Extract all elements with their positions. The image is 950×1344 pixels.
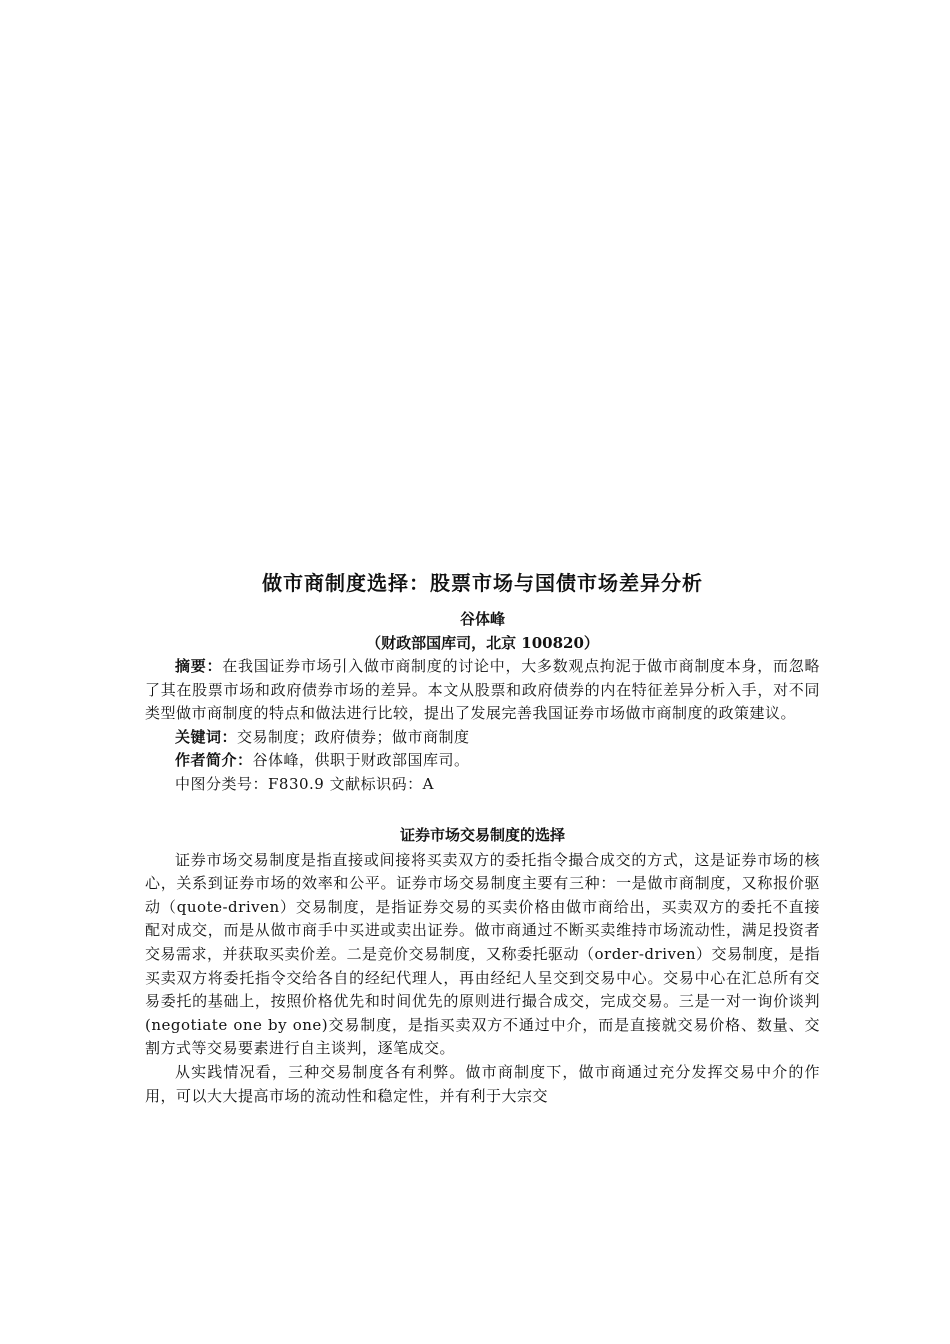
section-heading: 证券市场交易制度的选择 xyxy=(399,825,565,844)
paper-page xyxy=(145,567,820,1108)
author-bio-text: 谷体峰，供职于财政部国库司。 xyxy=(252,751,470,770)
keywords xyxy=(145,726,820,750)
abstract-label: 摘要： xyxy=(175,657,223,675)
author-bio-label: 作者简介： xyxy=(175,751,253,770)
abstract xyxy=(145,655,820,726)
classification-line: 中图分类号：F830.9 文献标识码：A xyxy=(175,774,434,793)
abstract-text: 在我国证券市场引入做市商制度的讨论中，大多数观点拘泥于做市商制度本身，而忽略了其在股票市场和政府债券市场的差异。本文从股票和政府债券的内在特征差异分析入手，对不同类型做市商制度的特点和做法进行比较，提出了发展完善我国证券市场做市商制度的政策建议。 xyxy=(145,657,820,723)
body-paragraph: 证券市场交易制度是指直接或间接将买卖双方的委托指令撮合成交的方式，这是证券市场的核心，关系到证券市场的效率和公平。证券市场交易制度主要有三种：一是做市商制度，又称报价驱动（quote-driven）交易制度，是指证券交易的买卖价格由做市商给出，买卖双方的委托不直接配对成交，而是从做市商手中买进或卖出证券。做市商通过不断买卖维持市场流动性，满足投资者交易需求，并获取买卖价差。二是竞价交易制度，又称委托驱动（order-driven）交易制度，是指买卖双方将委托指令交给各自的经纪代理人，再由经纪人呈交到交易中心。交易中心在汇总所有交易委托的基础上，按照价格优先和时间优先的原则进行撮合成交，完成交易。三是一对一询价谈判(negotiate one by one)交易制度，是指买卖双方不通过中介，而是直接就交易价格、数量、交割方式等交易要素进行自主谈判，逐笔成交。 xyxy=(145,850,821,1058)
paper-title: 做市商制度选择：股票市场与国债市场差异分析 xyxy=(262,571,703,595)
keywords-text: 交易制度；政府债券；做市商制度 xyxy=(237,727,470,746)
author-bio xyxy=(145,749,820,773)
keywords-label: 关键词： xyxy=(175,727,238,746)
author-name: 谷体峰 xyxy=(459,610,505,628)
author-affiliation: （财政部国库司，北京 100820） xyxy=(366,634,599,652)
body-paragraph: 从实践情况看，三种交易制度各有利弊。做市商制度下，做市商通过充分发挥交易中介的作用，可以大大提高市场的流动性和稳定性，并有利于大宗交 xyxy=(145,1062,820,1105)
